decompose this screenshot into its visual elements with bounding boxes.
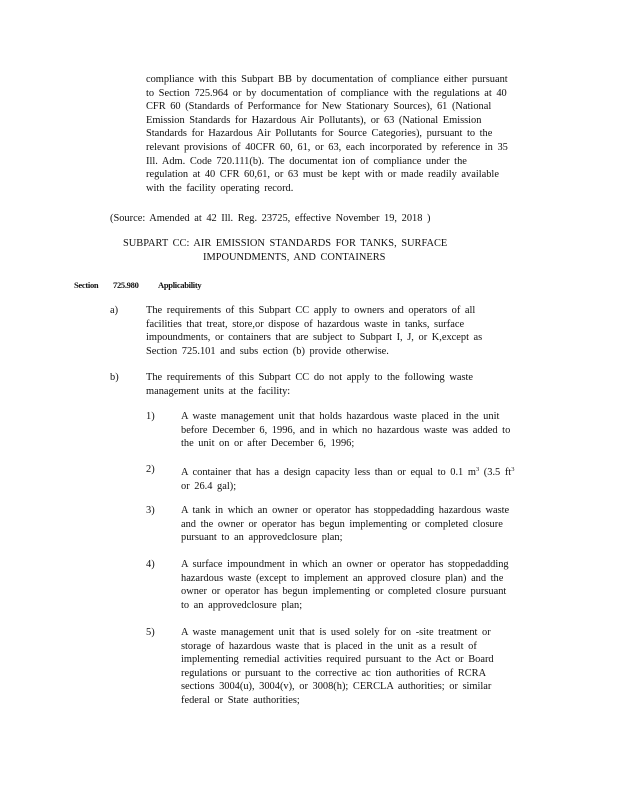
- para-a-text: [146, 304, 482, 358]
- cubic-superscript: 3: [511, 466, 515, 473]
- paragraph-line: management units at the facility:: [146, 385, 291, 397]
- paragraph-line: The requirements of this Subpart CC apply to owners and operators of all: [146, 305, 476, 316]
- list-item-line: hazardous waste (except to implement an approved closure plan) and the: [181, 572, 504, 584]
- paragraph-line: compliance with this Subpart BB by documentation of compliance either pursuant: [146, 74, 508, 85]
- list-item-line: sections 3004(u), 3004(v), or 3008(h); CERCLA authorities; or similar: [181, 681, 492, 693]
- paragraph-line: The requirements of this Subpart CC do not apply to the following waste: [146, 372, 474, 383]
- section-title: Applicability: [158, 280, 202, 290]
- list-item-line: A waste management unit that holds hazardous waste placed in the unit: [181, 411, 500, 422]
- para-b-text: [146, 371, 473, 398]
- paragraph-line: CFR 60 (Standards of Performance for New Stationary Sources), 61 (National: [146, 101, 492, 113]
- item-3-number: 3): [146, 505, 155, 516]
- item-2-line-1-mid: (3.5 ft: [479, 467, 512, 478]
- list-item-line: implementing remedial activities required pursuant to the Act or Board: [181, 654, 494, 666]
- item-5-text: [181, 626, 494, 708]
- cubic-superscript: 3: [475, 466, 480, 473]
- list-item-line: and the owner or operator has begun implementing or completed closure: [181, 518, 503, 530]
- list-item-line: owner or operator has begun implementing or completed closure pursuant: [181, 586, 507, 598]
- item-1-text: [181, 410, 510, 451]
- list-item-line: federal or State authorities;: [181, 694, 300, 706]
- item-2-text: [181, 463, 514, 493]
- item-4-number: 4): [146, 559, 155, 570]
- paragraph-line: regulation at 40 CFR 60,61, or 63 must be kept with or made readily available: [146, 169, 499, 181]
- subpart-heading-line-1: SUBPART CC: AIR EMISSION STANDARDS FOR TANKS, SURFACE: [123, 238, 448, 249]
- top-paragraph: [146, 73, 508, 195]
- list-item-line: A waste management unit that is used solely for on -site treatment or: [181, 627, 491, 638]
- section-number: 725.980: [113, 280, 139, 290]
- item-1-number: 1): [146, 411, 155, 422]
- item-3-text: [181, 504, 509, 545]
- list-item-line: regulations or pursuant to the corrective ac tion authorities of RCRA: [181, 667, 487, 679]
- paragraph-line: Emission Standards for Hazardous Air Pollutants), or 63 (National Emission: [146, 114, 482, 126]
- item-5-number: 5): [146, 627, 155, 638]
- list-item-line: storage of hazardous waste that is placed in the unit as a result of: [181, 640, 477, 652]
- list-item-line: to an approvedclosure plan;: [181, 599, 303, 611]
- list-item-line: the unit on or after December 6, 1996;: [181, 438, 355, 450]
- paragraph-line: Ill. Adm. Code 720.111(b). The documentat ion of compliance under the: [146, 155, 467, 167]
- item-2-number: 2): [146, 464, 155, 475]
- paragraph-line: facilities that treat, store,or dispose of hazardous waste in tanks, surface: [146, 318, 465, 330]
- paragraph-line: with the facility operating record.: [146, 182, 294, 194]
- list-item-line: pursuant to an approvedclosure plan;: [181, 532, 343, 544]
- para-b-label: b): [110, 372, 119, 383]
- paragraph-line: Standards for Hazardous Air Pollutants for Source Categories), pursuant to the: [146, 128, 493, 140]
- item-2-line-1-text: A container that has a design capacity less than or equal to 0.1 m: [181, 467, 476, 478]
- paragraph-line: impoundments, or containers that are subject to Subpart I, J, or K,except as: [146, 332, 483, 344]
- paragraph-line: to Section 725.964 or by documentation of compliance with the regulations at 40: [146, 87, 507, 99]
- list-item-line: or 26.4 gal);: [181, 480, 237, 492]
- paragraph-line: Section 725.101 and subs ection (b) provide otherwise.: [146, 345, 389, 357]
- item-4-text: [181, 558, 509, 612]
- list-item-line: A surface impoundment in which an owner or operator has stoppedadding: [181, 559, 509, 570]
- list-item-line: before December 6, 1996, and in which no hazardous waste was added to: [181, 424, 511, 436]
- paragraph-line: relevant provisions of 40CFR 60, 61, or 63, each incorporated by reference in 35: [146, 141, 508, 153]
- subpart-heading-line-2: IMPOUNDMENTS, AND CONTAINERS: [203, 252, 386, 263]
- source-note: (Source: Amended at 42 Ill. Reg. 23725, effective November 19, 2018 ): [110, 213, 431, 224]
- list-item-line: [181, 463, 514, 480]
- list-item-line: A tank in which an owner or operator has stoppedadding hazardous waste: [181, 505, 510, 516]
- section-label: Section: [74, 280, 99, 290]
- para-a-label: a): [110, 305, 119, 316]
